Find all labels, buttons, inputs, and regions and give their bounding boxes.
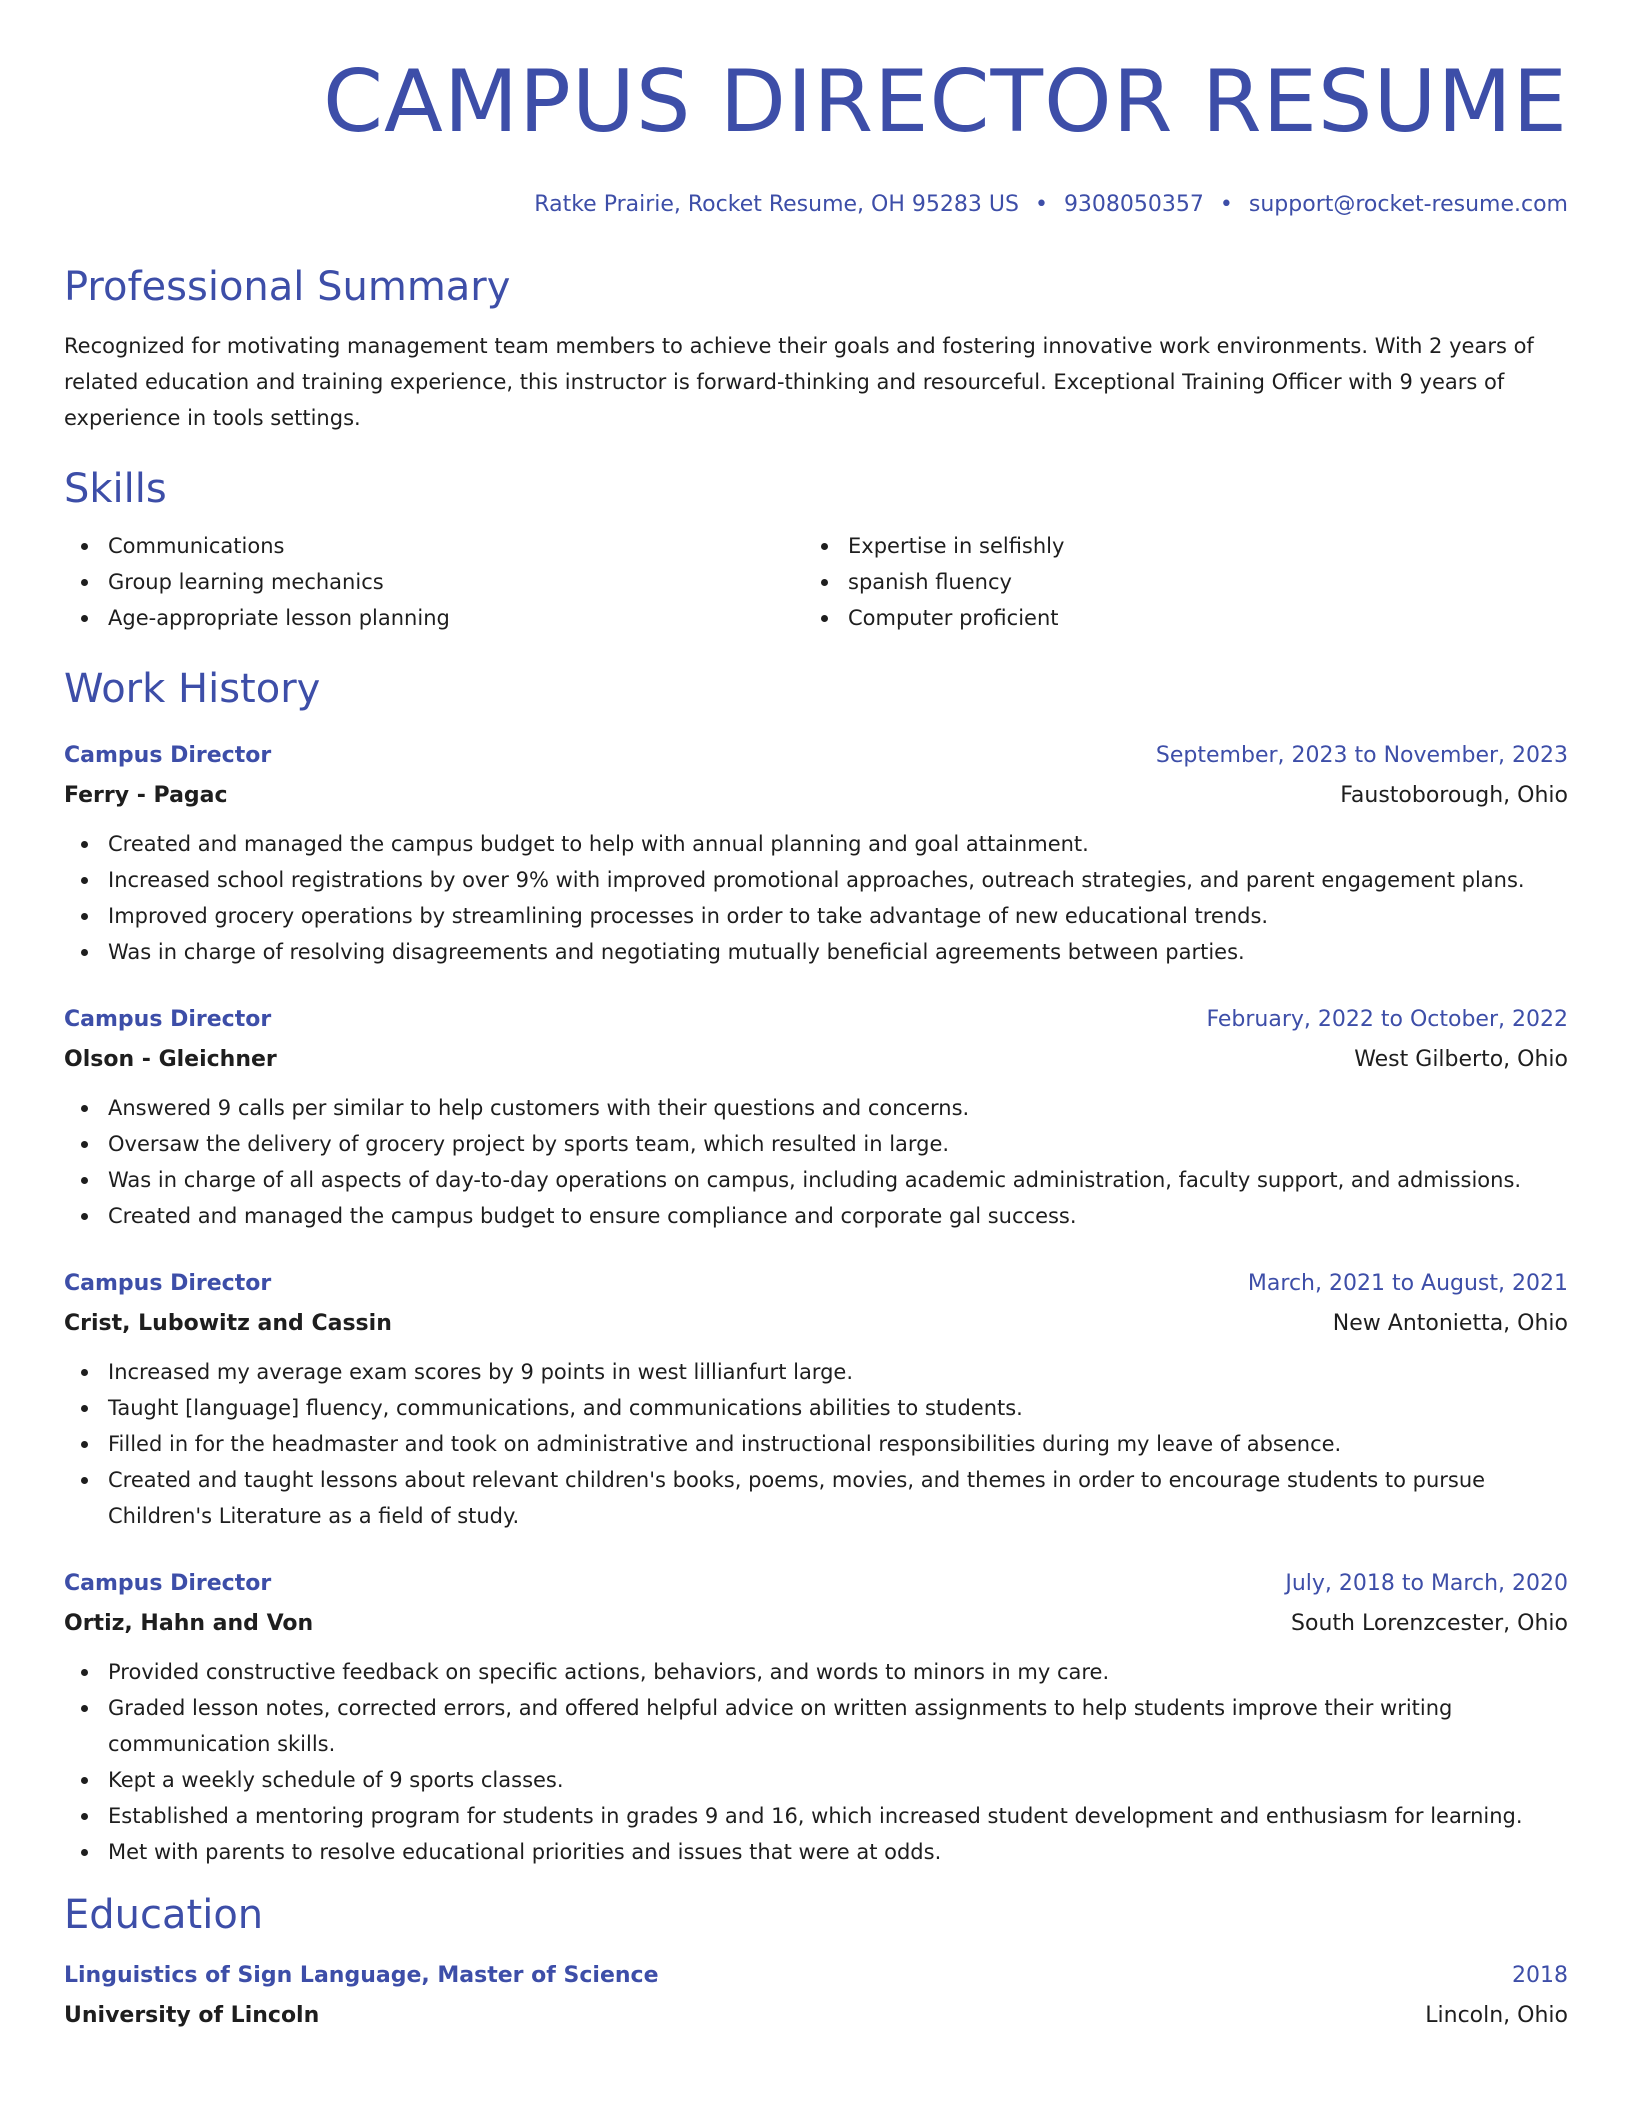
contact-line <box>64 190 1568 220</box>
job-bullets <box>64 1654 1568 1870</box>
contact-address: Ratke Prairie, Rocket Resume, OH 95283 US <box>534 192 1019 217</box>
job-entry <box>64 736 1568 1000</box>
job-bullets <box>64 1090 1568 1234</box>
job-bullet: Oversaw the delivery of grocery project by sports team, which resulted in large. <box>64 1126 1568 1162</box>
job-bullet: Increased my average exam scores by 9 points in west lillianfurt large. <box>64 1354 1568 1390</box>
education-heading: Education <box>64 1892 264 1938</box>
job-bullet: Filled in for the headmaster and took on administrative and instructional responsibilities during my leave of absence. <box>64 1426 1568 1462</box>
job-bullet: Kept a weekly schedule of 9 sports classes. <box>64 1762 1568 1798</box>
summary-text: Recognized for motivating management team members to achieve their goals and fostering innovative work environments. With 2 years of related education and training experience, this instructor is forward-thinking and resourceful. Exceptional Training Officer with 9 years of experience in tools settings. <box>64 334 1534 430</box>
job-bullet: Met with parents to resolve educational priorities and issues that were at odds. <box>64 1834 1568 1870</box>
job-entry <box>64 1564 1568 1870</box>
job-bullet: Established a mentoring program for students in grades 9 and 16, which increased student development and enthusiasm for learning. <box>64 1798 1568 1834</box>
contact-email: support@rocket-resume.com <box>1248 192 1568 217</box>
job-dates: March, 2021 to August, 2021 <box>1247 1271 1568 1296</box>
job-title: Campus Director <box>64 743 272 768</box>
job-title: Campus Director <box>64 1271 272 1296</box>
job-bullet: Improved grocery operations by streamlining processes in order to take advantage of new educational trends. <box>64 898 1568 934</box>
job-dates: February, 2022 to October, 2022 <box>1206 1007 1568 1032</box>
job-bullets <box>64 1354 1568 1534</box>
job-entry <box>64 1264 1568 1564</box>
education-year: 2018 <box>1512 1963 1568 1988</box>
education-location: Lincoln, Ohio <box>1425 2003 1568 2028</box>
job-bullet: Answered 9 calls per similar to help customers with their questions and concerns. <box>64 1090 1568 1126</box>
skills-column-right <box>804 528 1544 636</box>
job-location: West Gilberto, Ohio <box>1354 1047 1568 1072</box>
job-location: Faustoborough, Ohio <box>1340 783 1568 808</box>
job-bullet: Created and taught lessons about relevant children's books, poems, movies, and themes in order to encourage students to pursue Children's Literature as a field of study. <box>64 1462 1568 1534</box>
skill-item: Computer proficient <box>804 600 1544 636</box>
education-school: University of Lincoln <box>64 2003 320 2028</box>
job-title: Campus Director <box>64 1571 272 1596</box>
skill-item: Communications <box>64 528 804 564</box>
education-degree: Linguistics of Sign Language, Master of Science <box>64 1963 659 1988</box>
skills-heading: Skills <box>64 466 167 512</box>
work-history-heading: Work History <box>64 666 321 712</box>
job-bullet: Taught [language] fluency, communications, and communications abilities to students. <box>64 1390 1568 1426</box>
job-bullet: Was in charge of all aspects of day-to-day operations on campus, including academic administration, faculty support, and admissions. <box>64 1162 1568 1198</box>
job-bullets <box>64 826 1568 970</box>
resume-title: CAMPUS DIRECTOR RESUME <box>322 52 1568 152</box>
skill-item: Age-appropriate lesson planning <box>64 600 804 636</box>
education-entry <box>64 1956 1568 2036</box>
job-employer: Ortiz, Hahn and Von <box>64 1611 314 1636</box>
skills-column-left <box>64 528 804 636</box>
job-location: New Antonietta, Ohio <box>1332 1311 1568 1336</box>
job-location: South Lorenzcester, Ohio <box>1291 1611 1568 1636</box>
job-dates: September, 2023 to November, 2023 <box>1155 743 1568 768</box>
job-bullet: Increased school registrations by over 9% with improved promotional approaches, outreach strategies, and parent engagement plans. <box>64 862 1568 898</box>
job-bullet: Provided constructive feedback on specific actions, behaviors, and words to minors in my care. <box>64 1654 1568 1690</box>
summary-heading: Professional Summary <box>64 264 511 310</box>
job-bullet: Created and managed the campus budget to ensure compliance and corporate gal success. <box>64 1198 1568 1234</box>
job-employer: Crist, Lubowitz and Cassin <box>64 1311 392 1336</box>
contact-separator: • <box>1219 192 1233 217</box>
job-bullet: Graded lesson notes, corrected errors, and offered helpful advice on written assignments to help students improve their writing communication skills. <box>64 1690 1568 1762</box>
job-employer: Ferry - Pagac <box>64 783 228 808</box>
skills-list <box>64 528 1568 636</box>
skill-item: spanish fluency <box>804 564 1544 600</box>
job-dates: July, 2018 to March, 2020 <box>1285 1571 1568 1596</box>
job-bullet: Created and managed the campus budget to help with annual planning and goal attainment. <box>64 826 1568 862</box>
job-employer: Olson - Gleichner <box>64 1047 277 1072</box>
job-bullet: Was in charge of resolving disagreements and negotiating mutually beneficial agreements between parties. <box>64 934 1568 970</box>
contact-phone: 9308050357 <box>1063 192 1204 217</box>
skill-item: Group learning mechanics <box>64 564 804 600</box>
contact-separator: • <box>1034 192 1048 217</box>
job-entry <box>64 1000 1568 1264</box>
job-title: Campus Director <box>64 1007 272 1032</box>
resume-header <box>64 52 1568 220</box>
skill-item: Expertise in selfishly <box>804 528 1544 564</box>
